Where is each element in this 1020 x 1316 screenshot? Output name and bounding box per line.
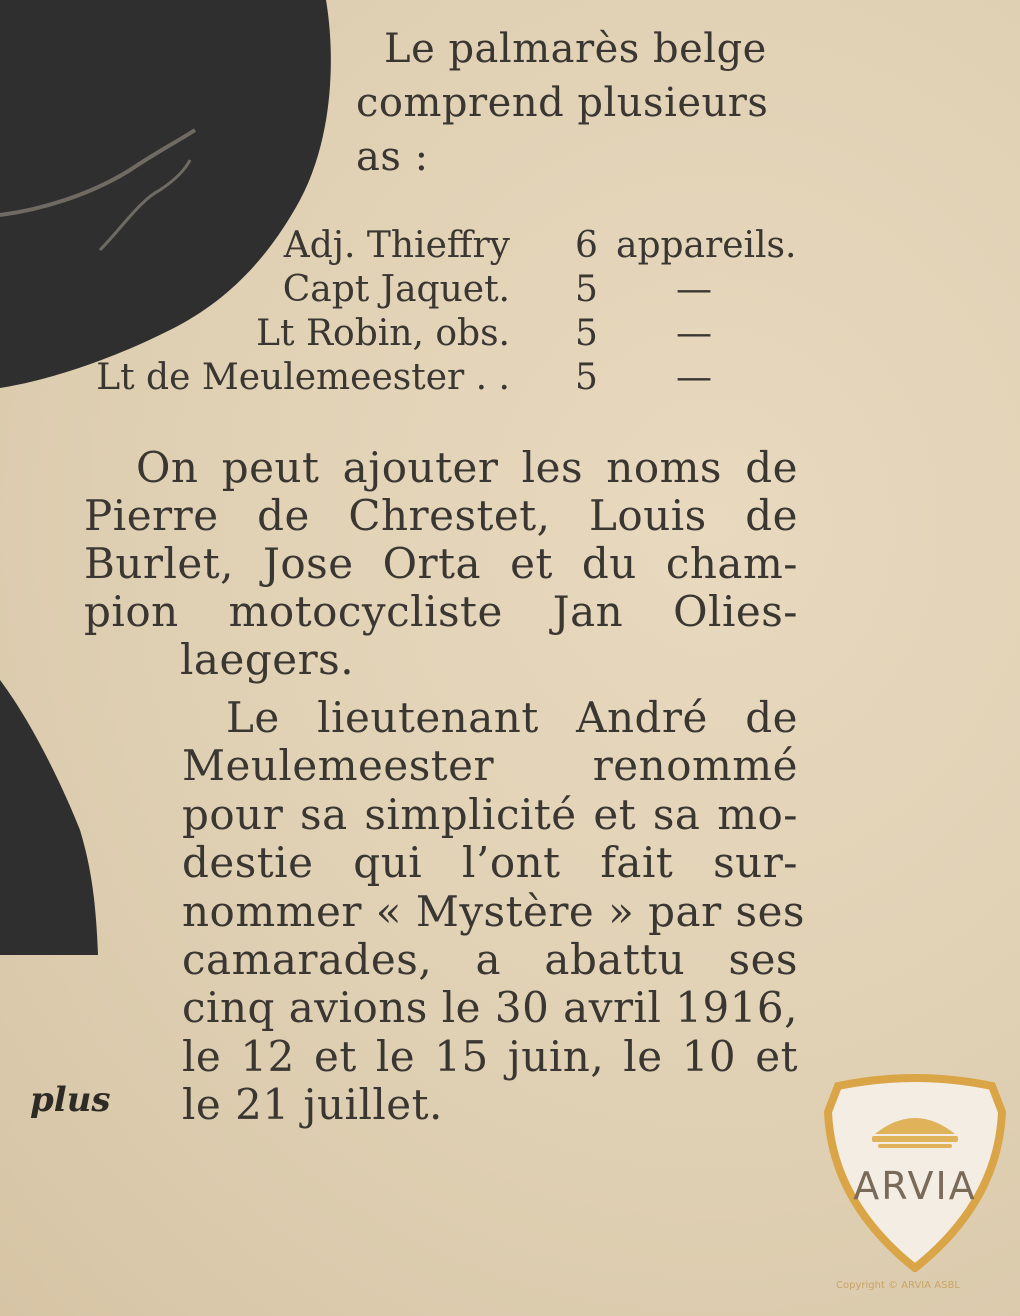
copyright-text: Copyright © ARVIA ASBL: [836, 1280, 960, 1291]
ace-row: [0, 225, 1020, 269]
paragraph-line: laegers.: [180, 635, 355, 684]
intro-line: Le palmarès belge: [384, 26, 767, 72]
ace-unit: appareils.: [616, 225, 797, 266]
ace-name: Capt Jaquet.: [282, 269, 510, 310]
ace-unit: —: [676, 313, 712, 354]
paragraph-line: Meulemeester renommé: [182, 741, 798, 791]
ace-name: Lt de Meulemeester . .: [96, 357, 510, 398]
ace-count: 5: [575, 313, 598, 354]
paragraph-line: nommer « Mystère » par ses: [182, 886, 805, 936]
paragraph-line: destie qui l’ont fait sur-: [182, 838, 798, 888]
ace-count: 5: [575, 269, 598, 310]
paragraph-line: Le lieutenant André de: [226, 693, 798, 742]
ace-name: Lt Robin, obs.: [256, 313, 510, 354]
paragraph-line: Burlet, Jose Orta et du cham-: [84, 539, 798, 588]
paragraph-line: camarades, a abattu ses: [182, 935, 798, 985]
paragraph-line: On peut ajouter les noms de: [136, 443, 798, 492]
intro-line: comprend plusieurs: [356, 80, 769, 126]
paragraph-meulemeester: [182, 693, 805, 1130]
paragraph-line: le 21 juillet.: [182, 1080, 443, 1130]
ace-row: [0, 269, 1020, 313]
intro-line: as :: [356, 134, 429, 180]
intro-paragraph: [356, 22, 800, 184]
ace-count: 5: [575, 357, 598, 398]
ace-name: Adj. Thieffry: [283, 225, 510, 266]
ace-count: 6: [575, 225, 598, 266]
aces-list: [0, 225, 1020, 405]
paragraph-line: cinq avions le 30 avril 1916,: [182, 983, 798, 1033]
badge-text: ARVIA: [853, 1164, 977, 1208]
paragraph-line: pion motocycliste Jan Olies-: [84, 587, 798, 636]
margin-word: plus: [30, 1080, 111, 1120]
ace-unit: —: [676, 269, 712, 310]
arvia-badge: [820, 1072, 1010, 1272]
paragraph-line: pour sa simplicité et sa mo-: [182, 789, 798, 839]
paragraph-line: le 12 et le 15 juin, le 10 et: [182, 1031, 798, 1081]
paragraph-other-names: [84, 444, 798, 684]
paragraph-line: Pierre de Chrestet, Louis de: [84, 491, 798, 540]
ace-row: [0, 357, 1020, 401]
ace-row: [0, 313, 1020, 357]
ace-unit: —: [676, 357, 712, 398]
